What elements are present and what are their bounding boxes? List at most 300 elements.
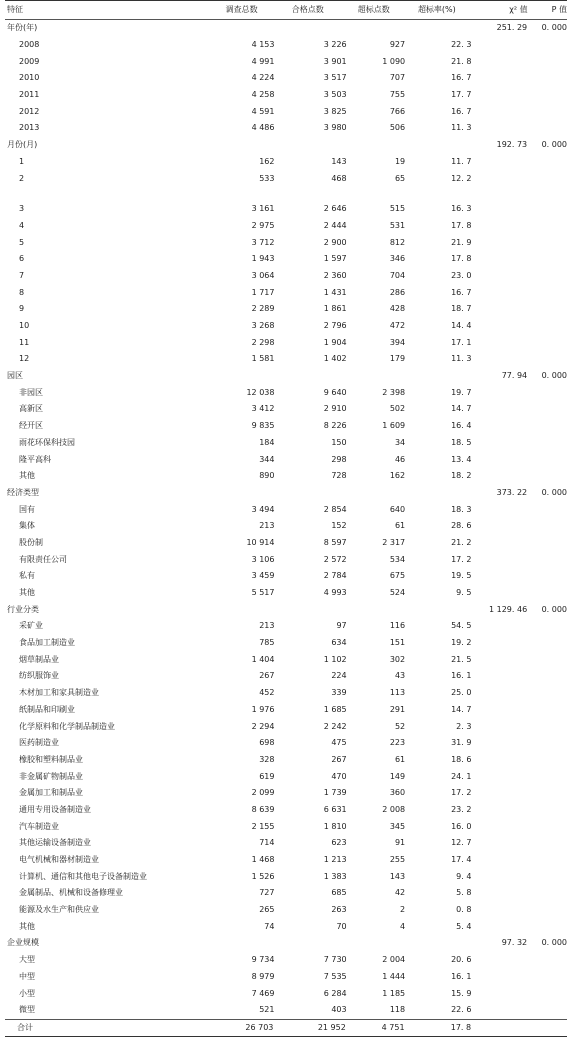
row-label: 经开区 [19, 421, 43, 431]
row-rate: 28. 6 [451, 521, 472, 531]
table-row [5, 568, 567, 585]
table-row [5, 818, 567, 835]
row-label: 5 [19, 237, 25, 247]
total-exceeded: 4 751 [381, 1022, 405, 1032]
row-label: 2010 [19, 73, 40, 83]
row-label: 6 [19, 254, 25, 264]
row-surveyed: 74 [264, 921, 275, 931]
header-p: P 值 [551, 5, 568, 14]
row-surveyed: 890 [259, 471, 275, 481]
table-row [5, 301, 567, 318]
table-row [5, 70, 567, 87]
row-qualified: 150 [331, 437, 347, 447]
row-surveyed: 1 526 [251, 871, 275, 881]
row-rate: 14. 7 [451, 704, 472, 714]
row-label: 8 [19, 287, 25, 297]
row-label: 金属制品、机械和设备修理业 [19, 888, 123, 898]
chi2-value: 251. 29 [496, 23, 528, 33]
total-row [5, 1020, 567, 1037]
table-row [5, 918, 567, 935]
row-qualified: 1 597 [323, 254, 347, 264]
row-rate: 21. 5 [451, 654, 472, 664]
row-rate: 20. 6 [451, 955, 472, 965]
row-label: 3 [19, 204, 25, 214]
chi2-value: 97. 32 [501, 938, 528, 948]
row-rate: 5. 8 [456, 888, 472, 898]
row-surveyed: 521 [259, 1005, 275, 1015]
row-label: 中型 [19, 971, 35, 981]
p-value: 0. 000 [541, 604, 568, 614]
chi2-value: 192. 73 [496, 140, 528, 150]
row-qualified: 9 640 [323, 387, 347, 397]
table-row [5, 170, 567, 187]
row-exceeded: 1 185 [382, 988, 406, 998]
table-row [5, 685, 567, 702]
table-row [5, 468, 567, 485]
row-exceeded: 255 [389, 855, 406, 865]
row-surveyed: 3 494 [251, 504, 275, 514]
row-exceeded: 116 [389, 621, 406, 631]
row-exceeded: 46 [394, 454, 406, 464]
row-rate: 22. 3 [451, 40, 472, 50]
row-surveyed: 213 [259, 521, 275, 531]
table-row [5, 852, 567, 869]
table-row [5, 37, 567, 54]
row-exceeded: 502 [389, 404, 406, 414]
row-rate: 18. 3 [451, 504, 472, 514]
row-surveyed: 12 038 [246, 387, 275, 397]
row-rate: 17. 1 [451, 337, 472, 347]
row-exceeded: 286 [389, 287, 406, 297]
row-exceeded: 91 [394, 838, 406, 848]
row-label: 股份制 [19, 537, 43, 547]
row-exceeded: 2 004 [382, 955, 406, 965]
row-surveyed: 2 289 [251, 304, 275, 314]
row-qualified: 298 [331, 454, 347, 464]
row-surveyed: 328 [259, 754, 275, 764]
row-label: 私有 [19, 571, 35, 581]
row-exceeded: 472 [389, 321, 406, 331]
row-surveyed: 184 [259, 437, 275, 447]
row-label: 木材加工和家具制造业 [19, 688, 99, 698]
row-surveyed: 3 712 [251, 237, 275, 247]
table-row [5, 802, 567, 819]
table-row [5, 902, 567, 919]
row-surveyed: 698 [259, 738, 275, 748]
row-rate: 19. 5 [451, 571, 472, 581]
table-row [5, 651, 567, 668]
row-exceeded: 675 [389, 571, 406, 581]
row-surveyed: 785 [259, 638, 275, 648]
row-qualified: 339 [331, 688, 347, 698]
section-row [5, 485, 567, 502]
total-rate: 17. 8 [450, 1022, 472, 1032]
row-rate: 16. 3 [451, 204, 472, 214]
row-exceeded: 149 [389, 771, 406, 781]
row-exceeded: 2 008 [382, 804, 406, 814]
table-row [5, 284, 567, 301]
table-row [5, 251, 567, 268]
row-exceeded: 65 [394, 173, 406, 183]
table-row [5, 53, 567, 70]
row-qualified: 2 242 [323, 721, 347, 731]
row-qualified: 7 535 [323, 971, 347, 981]
table-row [5, 268, 567, 285]
row-label: 大型 [19, 955, 35, 965]
table-row [5, 401, 567, 418]
row-exceeded: 515 [389, 204, 406, 214]
row-surveyed: 5 517 [251, 588, 275, 598]
row-qualified: 4 993 [323, 588, 347, 598]
total-label: 合计 [17, 1022, 33, 1032]
row-label: 纺织服饰业 [19, 671, 59, 681]
row-qualified: 403 [331, 1005, 347, 1015]
row-exceeded: 2 398 [382, 387, 406, 397]
row-rate: 11. 3 [451, 123, 472, 133]
row-surveyed: 4 224 [251, 73, 275, 83]
table-row [5, 551, 567, 568]
row-rate: 14. 7 [451, 404, 472, 414]
row-exceeded: 4 [400, 921, 406, 931]
row-label: 2012 [19, 106, 40, 116]
row-exceeded: 428 [389, 304, 406, 314]
row-label: 2011 [19, 90, 40, 100]
row-surveyed: 9 734 [251, 955, 275, 965]
row-qualified: 728 [331, 471, 347, 481]
row-exceeded: 2 [400, 905, 406, 915]
row-exceeded: 345 [389, 821, 406, 831]
row-label: 食品加工制造业 [19, 638, 75, 648]
row-surveyed: 1 581 [251, 354, 275, 364]
row-exceeded: 179 [389, 354, 406, 364]
row-rate: 18. 5 [451, 437, 472, 447]
table-row [5, 435, 567, 452]
table-header [5, 1, 567, 19]
row-qualified: 1 383 [323, 871, 347, 881]
row-qualified: 2 646 [323, 204, 347, 214]
row-exceeded: 1 090 [382, 56, 406, 66]
table-row [5, 702, 567, 719]
table-row [5, 768, 567, 785]
row-label: 10 [19, 321, 30, 331]
row-surveyed: 533 [259, 173, 275, 183]
p-value: 0. 000 [541, 23, 568, 33]
row-label: 其他 [19, 588, 35, 598]
row-qualified: 468 [331, 173, 347, 183]
table-row [5, 418, 567, 435]
row-exceeded: 707 [389, 73, 406, 83]
total-qualified: 21 952 [317, 1022, 346, 1032]
row-rate: 0. 8 [456, 905, 472, 915]
row-rate: 16. 7 [451, 73, 472, 83]
row-rate: 25. 0 [451, 688, 472, 698]
row-surveyed: 267 [259, 671, 275, 681]
chi2-value: 373. 22 [496, 487, 528, 497]
row-exceeded: 812 [389, 237, 406, 247]
row-qualified: 1 904 [323, 337, 347, 347]
row-surveyed: 727 [259, 888, 275, 898]
row-qualified: 475 [331, 738, 347, 748]
row-qualified: 3 825 [323, 106, 347, 116]
table-row [5, 718, 567, 735]
row-exceeded: 346 [389, 254, 406, 264]
table-row [5, 868, 567, 885]
row-qualified: 1 402 [323, 354, 347, 364]
row-rate: 19. 7 [451, 387, 472, 397]
row-exceeded: 302 [389, 654, 406, 664]
table-row [5, 120, 567, 137]
row-surveyed: 4 991 [251, 56, 275, 66]
row-label: 橡胶和塑料制品业 [19, 754, 83, 764]
row-surveyed: 162 [259, 156, 275, 166]
section-title: 企业规模 [7, 938, 39, 948]
table-row [5, 518, 567, 535]
table-row [5, 835, 567, 852]
row-qualified: 1 213 [323, 855, 347, 865]
row-qualified: 1 861 [323, 304, 347, 314]
row-qualified: 1 685 [323, 704, 347, 714]
row-qualified: 143 [331, 156, 347, 166]
row-qualified: 3 517 [323, 73, 347, 83]
row-label: 其他 [19, 471, 35, 481]
chi2-value: 77. 94 [501, 371, 528, 381]
row-exceeded: 223 [389, 738, 406, 748]
row-surveyed: 1 468 [251, 855, 275, 865]
table-row [5, 752, 567, 769]
row-surveyed: 2 155 [251, 821, 275, 831]
row-qualified: 8 597 [323, 537, 347, 547]
row-qualified: 8 226 [323, 421, 347, 431]
row-rate: 16. 7 [451, 106, 472, 116]
row-rate: 18. 7 [451, 304, 472, 314]
row-surveyed: 10 914 [246, 537, 275, 547]
p-value: 0. 000 [541, 371, 568, 381]
section-title: 经济类型 [7, 487, 39, 497]
row-qualified: 685 [331, 888, 347, 898]
row-rate: 9. 4 [456, 871, 472, 881]
row-exceeded: 42 [394, 888, 406, 898]
row-qualified: 2 572 [323, 554, 347, 564]
row-rate: 18. 2 [451, 471, 472, 481]
row-rate: 11. 7 [451, 156, 472, 166]
table-row [5, 735, 567, 752]
row-exceeded: 927 [389, 40, 406, 50]
row-label: 计算机、通信和其他电子设备制造业 [19, 871, 147, 881]
table-row [5, 384, 567, 401]
row-exceeded: 1 444 [382, 971, 406, 981]
row-rate: 17. 7 [451, 90, 472, 100]
data-table [5, 0, 567, 1037]
row-exceeded: 534 [389, 554, 406, 564]
row-qualified: 1 739 [323, 788, 347, 798]
row-surveyed: 2 975 [251, 220, 275, 230]
row-exceeded: 524 [389, 588, 406, 598]
row-surveyed: 1 976 [251, 704, 275, 714]
section-title: 月份(月) [7, 140, 38, 150]
row-label: 微型 [19, 1005, 35, 1015]
row-qualified: 1 102 [323, 654, 347, 664]
row-rate: 13. 4 [451, 454, 472, 464]
table-row [5, 985, 567, 1002]
header-feature: 特征 [7, 5, 23, 14]
row-rate: 5. 4 [456, 921, 472, 931]
row-qualified: 2 784 [323, 571, 347, 581]
row-qualified: 470 [331, 771, 347, 781]
row-label: 11 [19, 337, 30, 347]
row-exceeded: 43 [394, 671, 406, 681]
row-rate: 19. 2 [451, 638, 472, 648]
total-surveyed: 26 703 [245, 1022, 274, 1032]
row-rate: 16. 7 [451, 287, 472, 297]
row-exceeded: 766 [389, 106, 406, 116]
row-exceeded: 113 [389, 688, 406, 698]
row-surveyed: 4 591 [251, 106, 275, 116]
row-label: 能源及水生产和供应业 [19, 905, 99, 915]
row-rate: 23. 2 [451, 804, 472, 814]
row-rate: 21. 9 [451, 237, 472, 247]
row-qualified: 6 631 [323, 804, 347, 814]
row-surveyed: 7 469 [251, 988, 275, 998]
row-qualified: 3 980 [323, 123, 347, 133]
row-rate: 17. 4 [451, 855, 472, 865]
row-rate: 16. 1 [451, 671, 472, 681]
row-exceeded: 506 [389, 123, 406, 133]
row-surveyed: 2 099 [251, 788, 275, 798]
row-label: 雨花环保科技园 [19, 437, 75, 447]
row-qualified: 1 431 [323, 287, 347, 297]
row-qualified: 3 503 [323, 90, 347, 100]
row-rate: 21. 8 [451, 56, 472, 66]
row-rate: 16. 1 [451, 971, 472, 981]
row-surveyed: 8 639 [251, 804, 275, 814]
row-surveyed: 452 [259, 688, 275, 698]
row-rate: 12. 7 [451, 838, 472, 848]
row-label: 化学原料和化学制品制造业 [19, 721, 115, 731]
row-label: 有限责任公司 [19, 554, 67, 564]
row-rate: 31. 9 [451, 738, 472, 748]
row-label: 烟草制品业 [19, 654, 59, 664]
row-surveyed: 8 979 [251, 971, 275, 981]
table-row [5, 535, 567, 552]
row-qualified: 3 901 [323, 56, 347, 66]
row-surveyed: 1 943 [251, 254, 275, 264]
row-qualified: 2 444 [323, 220, 347, 230]
row-surveyed: 3 459 [251, 571, 275, 581]
row-exceeded: 531 [389, 220, 406, 230]
row-label: 国有 [19, 504, 35, 514]
table-row [5, 668, 567, 685]
row-exceeded: 291 [389, 704, 406, 714]
row-surveyed: 3 106 [251, 554, 275, 564]
row-rate: 54. 5 [451, 621, 472, 631]
table-row [5, 351, 567, 368]
row-label: 金属加工和制品业 [19, 788, 83, 798]
row-surveyed: 4 153 [251, 40, 275, 50]
row-rate: 15. 9 [451, 988, 472, 998]
row-exceeded: 143 [389, 871, 406, 881]
row-label: 采矿业 [19, 621, 43, 631]
row-label: 2008 [19, 40, 40, 50]
header-surveyed: 调查总数 [225, 5, 258, 14]
row-exceeded: 360 [389, 788, 406, 798]
table-row [5, 785, 567, 802]
row-qualified: 1 810 [323, 821, 347, 831]
row-qualified: 634 [331, 638, 347, 648]
row-exceeded: 118 [389, 1005, 406, 1015]
row-label: 其他 [19, 921, 35, 931]
row-rate: 16. 4 [451, 421, 472, 431]
row-surveyed: 3 412 [251, 404, 275, 414]
header-exceeded: 超标点数 [357, 5, 390, 14]
row-qualified: 6 284 [323, 988, 347, 998]
row-qualified: 2 854 [323, 504, 347, 514]
row-label: 1 [19, 156, 25, 166]
table-row [5, 451, 567, 468]
section-title: 年份(年) [7, 23, 38, 33]
row-qualified: 3 226 [323, 40, 347, 50]
header-qualified: 合格点数 [291, 5, 324, 14]
row-surveyed: 9 835 [251, 421, 275, 431]
row-exceeded: 151 [389, 638, 406, 648]
section-row [5, 368, 567, 385]
row-label: 其他运输设备制造业 [19, 838, 91, 848]
row-exceeded: 755 [389, 90, 406, 100]
section-row [5, 601, 567, 618]
p-value: 0. 000 [541, 140, 568, 150]
row-qualified: 2 900 [323, 237, 347, 247]
row-label: 通用专用设备制造业 [19, 804, 91, 814]
row-surveyed: 3 161 [251, 204, 275, 214]
p-value: 0. 000 [541, 487, 568, 497]
row-qualified: 97 [336, 621, 347, 631]
row-qualified: 224 [331, 671, 347, 681]
row-qualified: 2 796 [323, 321, 347, 331]
section-title: 园区 [7, 371, 23, 381]
row-exceeded: 704 [389, 270, 406, 280]
table-body [5, 20, 567, 1019]
row-rate: 17. 8 [451, 220, 472, 230]
row-qualified: 623 [331, 838, 347, 848]
row-rate: 17. 2 [451, 554, 472, 564]
section-row [5, 137, 567, 154]
header-chi2: χ² 值 [509, 5, 528, 14]
row-surveyed: 3 268 [251, 321, 275, 331]
row-surveyed: 4 258 [251, 90, 275, 100]
row-label: 电气机械和器材制造业 [19, 855, 99, 865]
table-row [5, 103, 567, 120]
table-row [5, 501, 567, 518]
row-rate: 14. 4 [451, 321, 472, 331]
row-surveyed: 2 298 [251, 337, 275, 347]
row-qualified: 70 [336, 921, 347, 931]
row-surveyed: 1 404 [251, 654, 275, 664]
header-rate: 超标率(%) [417, 5, 456, 14]
row-label: 纸制品和印刷业 [19, 704, 75, 714]
row-surveyed: 4 486 [251, 123, 275, 133]
row-exceeded: 61 [394, 521, 406, 531]
chi2-value: 1 129. 46 [488, 604, 528, 614]
row-qualified: 2 910 [323, 404, 347, 414]
row-exceeded: 394 [389, 337, 406, 347]
section-row [5, 935, 567, 952]
table-row [5, 334, 567, 351]
row-rate: 2. 3 [456, 721, 472, 731]
row-qualified: 2 360 [323, 270, 347, 280]
row-label: 小型 [19, 988, 35, 998]
row-rate: 21. 2 [451, 537, 472, 547]
row-label: 4 [19, 220, 25, 230]
row-label: 医药制造业 [19, 738, 59, 748]
